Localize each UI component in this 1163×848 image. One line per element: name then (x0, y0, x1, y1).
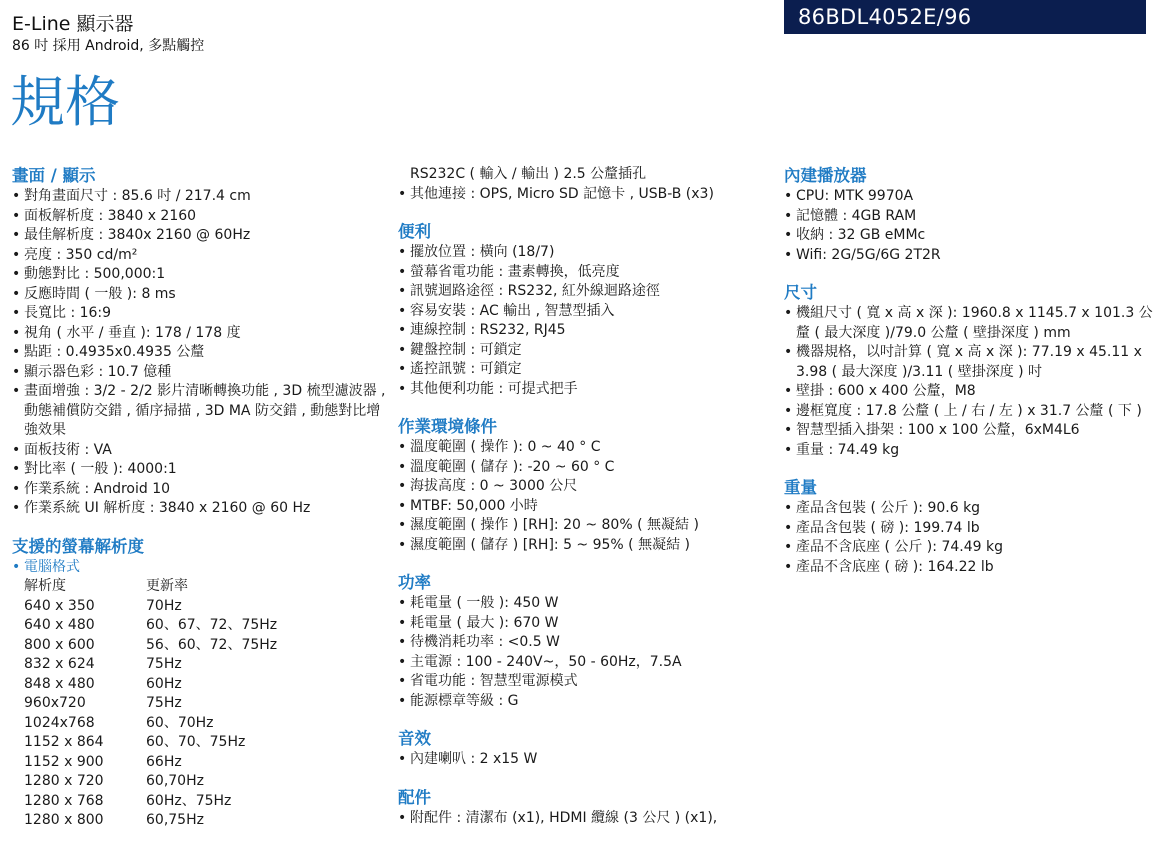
spec-item: • 主電源 : 100 - 240V~，50 - 60Hz，7.5A (398, 653, 768, 673)
section-operating-conditions (398, 416, 768, 555)
table-cell: 800 x 600 (24, 636, 95, 653)
spec-item: • 產品不含底座 ( 磅 ): 164.22 lb (784, 558, 1154, 578)
section-supported-resolutions (12, 536, 387, 831)
spec-item: • 對比率 ( 一般 ): 4000:1 (12, 460, 387, 480)
subsection-title: • 電腦格式 (12, 558, 387, 578)
spec-item: • 智慧型插入掛架 : 100 x 100 公釐，6xM4L6 (784, 421, 1154, 441)
table-row (24, 714, 277, 734)
column-header: 更新率 (146, 578, 188, 594)
spec-item: • 收納 : 32 GB eMMc (784, 226, 1154, 246)
section-title: 音效 (398, 729, 431, 748)
spec-item: • 面板解析度 : 3840 x 2160 (12, 207, 387, 227)
table-row (24, 616, 277, 636)
spec-item: • 動態對比 : 500,000:1 (12, 265, 387, 285)
spec-item: • 螢幕省電功能 : 畫素轉換，低亮度 (398, 263, 768, 283)
spec-item: • 其他連接 : OPS, Micro SD 記憶卡 , USB-B (x3) (398, 185, 768, 205)
table-cell: 1280 x 800 (24, 812, 104, 828)
section-sound (398, 728, 768, 770)
spec-item: • 顯示器色彩 : 10.7 億種 (12, 363, 387, 383)
table-cell: 60、67、72、75Hz (146, 617, 278, 633)
spec-item: • 最佳解析度 : 3840x 2160 @ 60Hz (12, 226, 387, 246)
spec-item: • 遙控訊號 : 可鎖定 (398, 360, 768, 380)
spec-column-2 (398, 165, 768, 845)
spec-item: • 亮度 : 350 cd/m² (12, 246, 387, 266)
spec-item: • 作業系統 UI 解析度 : 3840 x 2160 @ 60 Hz (12, 499, 387, 519)
spec-item: • 畫面增強 : 3/2 - 2/2 影片清晰轉換功能 , 3D 梳型濾波器 , 動態補償防交錯 , 循序掃描 , 3D MA 防交錯 , 動態對比增強效果 (12, 382, 387, 441)
spec-item: • 能源標章等級 : G (398, 692, 768, 712)
section-dimensions (784, 282, 1154, 460)
spec-item: • 作業系統 : Android 10 (12, 480, 387, 500)
table-row (24, 772, 277, 792)
resolution-table (24, 577, 277, 831)
table-cell: 60Hz、75Hz (146, 792, 232, 809)
section-convenience (398, 221, 768, 399)
spec-item: • MTBF: 50,000 小時 (398, 497, 768, 517)
spec-item: • 記憶體 : 4GB RAM (784, 207, 1154, 227)
spec-item: • 容易安裝 : AC 輸出 , 智慧型插入 (398, 302, 768, 322)
spec-item: • 訊號迴路途徑 : RS232, 紅外線迴路途徑 (398, 282, 768, 302)
section-display (12, 165, 387, 519)
section-title: 內建播放器 (784, 166, 867, 185)
spec-item: • 壁掛 : 600 x 400 公釐，M8 (784, 382, 1154, 402)
spec-item: • 產品含包裝 ( 公斤 ): 90.6 kg (784, 499, 1154, 519)
table-row (24, 636, 277, 656)
table-cell: 960x720 (24, 695, 86, 711)
spec-item: • 產品不含底座 ( 公斤 ): 74.49 kg (784, 538, 1154, 558)
spec-item: • 待機消耗功率 : <0.5 W (398, 633, 768, 653)
spec-item: • 對角畫面尺寸 : 85.6 吋 / 217.4 cm (12, 187, 387, 207)
spec-item: • 機器規格，以吋計算 ( 寬 x 高 x 深 ): 77.19 x 45.11 x 3.98 ( 最大深度 )/3.11 ( 壁掛深度 ) 吋 (784, 343, 1154, 382)
section-title: 重量 (784, 478, 817, 497)
spec-item: • 反應時間 ( 一般 ): 8 ms (12, 285, 387, 305)
section-title: 作業環境條件 (398, 417, 497, 436)
table-row (24, 694, 277, 714)
product-subtitle: 86 吋 採用 Android, 多點觸控 (12, 38, 205, 54)
spec-item: • 鍵盤控制 : 可鎖定 (398, 341, 768, 361)
section-title: 支援的螢幕解析度 (12, 536, 144, 556)
table-cell: 640 x 480 (24, 617, 95, 633)
table-row (24, 655, 277, 675)
spec-item: • 耗電量 ( 最大 ): 670 W (398, 614, 768, 634)
spec-item: • 重量 : 74.49 kg (784, 441, 1154, 461)
spec-item: • CPU: MTK 9970A (784, 187, 1154, 207)
table-row (24, 733, 277, 753)
spec-item: • 省電功能 : 智慧型電源模式 (398, 672, 768, 692)
table-row (24, 597, 277, 617)
table-cell: 640 x 350 (24, 597, 95, 614)
product-name: E-Line 顯示器 (12, 13, 134, 35)
spec-item: • 連線控制 : RS232, RJ45 (398, 321, 768, 341)
section-accessories (398, 787, 768, 829)
continued-text: RS232C ( 輸入 / 輸出 ) 2.5 公釐插孔 (410, 166, 647, 182)
table-header-row (24, 577, 277, 597)
spec-item: • 海拔高度 : 0 ~ 3000 公尺 (398, 477, 768, 497)
section-power (398, 572, 768, 711)
table-row (24, 753, 277, 773)
table-cell: 832 x 624 (24, 656, 95, 672)
spec-item: • 視角 ( 水平 / 垂直 ): 178 / 178 度 (12, 324, 387, 344)
section-connectivity-continued (398, 165, 768, 204)
spec-item: • 耗電量 ( 一般 ): 450 W (398, 594, 768, 614)
table-cell: 1152 x 864 (24, 734, 104, 750)
section-title: 畫面 / 顯示 (12, 166, 96, 185)
spec-item: • 點距 : 0.4935x0.4935 公釐 (12, 343, 387, 363)
spec-item: • 機組尺寸 ( 寬 x 高 x 深 ): 1960.8 x 1145.7 x 101.3 公釐 ( 最大深度 )/79.0 公釐 ( 壁掛深度 ) mm (784, 304, 1154, 343)
spec-item: • Wifi: 2G/5G/6G 2T2R (784, 246, 1154, 266)
table-cell: 60Hz (146, 675, 182, 692)
table-cell: 60,70Hz (146, 773, 204, 789)
spec-item: • 面板技術 : VA (12, 441, 387, 461)
table-cell: 848 x 480 (24, 675, 95, 692)
column-header: 解析度 (24, 578, 66, 594)
table-cell: 75Hz (146, 656, 182, 672)
table-cell: 75Hz (146, 695, 182, 711)
section-title: 配件 (398, 787, 431, 807)
table-cell: 70Hz (146, 597, 182, 614)
section-title: 功率 (398, 573, 431, 592)
table-cell: 1152 x 900 (24, 753, 104, 770)
section-weight (784, 477, 1154, 577)
spec-item: • 其他便利功能 : 可提式把手 (398, 380, 768, 400)
table-row (24, 811, 277, 831)
table-cell: 1280 x 768 (24, 792, 104, 809)
table-cell: 60,75Hz (146, 812, 204, 828)
spec-item: • 濕度範圍 ( 操作 ) [RH]: 20 ~ 80% ( 無凝結 ) (398, 516, 768, 536)
spec-item: • 溫度範圍 ( 儲存 ): -20 ~ 60 ° C (398, 458, 768, 478)
spec-item: • 擺放位置 : 橫向 (18/7) (398, 243, 768, 263)
section-title: 便利 (398, 222, 431, 241)
table-row (24, 792, 277, 812)
section-title: 尺寸 (784, 283, 817, 302)
spec-item: • 邊框寬度 : 17.8 公釐 ( 上 / 右 / 左 ) x 31.7 公釐 ( 下 ) (784, 402, 1154, 422)
spec-column-1 (12, 165, 387, 848)
spec-item: • 長寬比 : 16:9 (12, 304, 387, 324)
product-header (12, 12, 204, 56)
page-title: 規格 (10, 70, 121, 134)
spec-item: • 濕度範圍 ( 儲存 ) [RH]: 5 ~ 95% ( 無凝結 ) (398, 536, 768, 556)
table-cell: 1280 x 720 (24, 773, 104, 789)
spec-column-3 (784, 165, 1154, 594)
table-cell: 60、70、75Hz (146, 734, 246, 750)
model-number-bar: 86BDL4052E/96 (784, 0, 1146, 34)
table-cell: 56、60、72、75Hz (146, 636, 278, 653)
spec-item: • 附配件 : 清潔布 (x1), HDMI 纜線 (3 公尺 ) (x1), (398, 809, 768, 829)
spec-item: • 溫度範圍 ( 操作 ): 0 ~ 40 ° C (398, 438, 768, 458)
table-row (24, 675, 277, 695)
spec-item: • 產品含包裝 ( 磅 ): 199.74 lb (784, 519, 1154, 539)
table-cell: 1024x768 (24, 714, 95, 731)
table-cell: 60、70Hz (146, 714, 214, 731)
spec-item: • 內建喇叭 : 2 x15 W (398, 750, 768, 770)
table-cell: 66Hz (146, 753, 182, 770)
section-built-in-player (784, 165, 1154, 265)
